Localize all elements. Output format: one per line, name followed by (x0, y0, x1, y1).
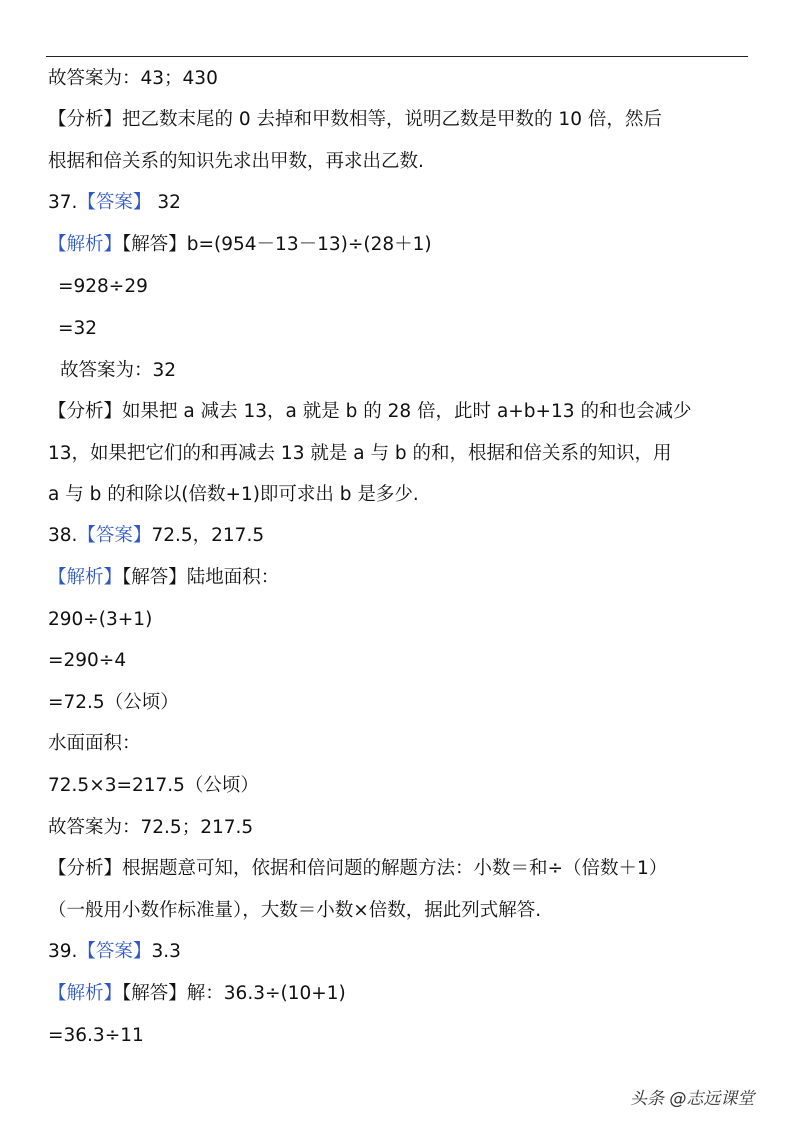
text-line: =32 (58, 318, 98, 339)
question-38-answer: 38.【答案】72.5，217.5 (48, 525, 265, 546)
watermark: 头条 @志远课堂 (630, 1089, 755, 1109)
text-line: =290÷4 (48, 650, 127, 671)
text-line: 13，如果把它们的和再减去 13 就是 a 与 b 的和，根据和倍关系的知识，用 (48, 443, 672, 464)
text-line: 水面面积： (48, 733, 141, 754)
text-line: 【分析】如果把 a 减去 13，a 就是 b 的 28 倍，此时 a+b+13 的和也会减少 (48, 401, 692, 422)
text-line: 【解析】【解答】b=(954－13－13)÷(28＋1) (48, 234, 432, 255)
text-line: 故答案为：43；430 (48, 68, 218, 89)
text-line: （一般用小数作标准量），大数＝小数×倍数，据此列式解答. (48, 900, 542, 921)
text-line: =36.3÷11 (48, 1025, 144, 1046)
question-37-answer: 37.【答案】 32 (48, 192, 181, 213)
text-line: 72.5×3=217.5（公顷） (48, 775, 259, 796)
question-39-answer: 39.【答案】3.3 (48, 941, 181, 962)
text-line: 290÷(3+1) (48, 609, 153, 630)
text-line: 【解析】【解答】陆地面积： (48, 567, 280, 588)
text-line: =72.5（公顷） (48, 692, 179, 713)
text-line: 故答案为：72.5；217.5 (48, 817, 254, 838)
text-line: 【分析】根据题意可知，依据和倍问题的解题方法：小数＝和÷（倍数＋1） (48, 858, 668, 879)
text-line: 【解析】【解答】解：36.3÷(10+1) (48, 983, 346, 1004)
header-rule (46, 56, 748, 57)
text-line: =928÷29 (58, 276, 148, 297)
text-line: 故答案为：32 (60, 360, 177, 381)
text-line: 根据和倍关系的知识先求出甲数，再求出乙数. (48, 151, 424, 172)
text-line: 【分析】把乙数末尾的 0 去掉和甲数相等，说明乙数是甲数的 10 倍，然后 (48, 109, 662, 130)
text-line: a 与 b 的和除以(倍数+1)即可求出 b 是多少. (48, 484, 419, 505)
